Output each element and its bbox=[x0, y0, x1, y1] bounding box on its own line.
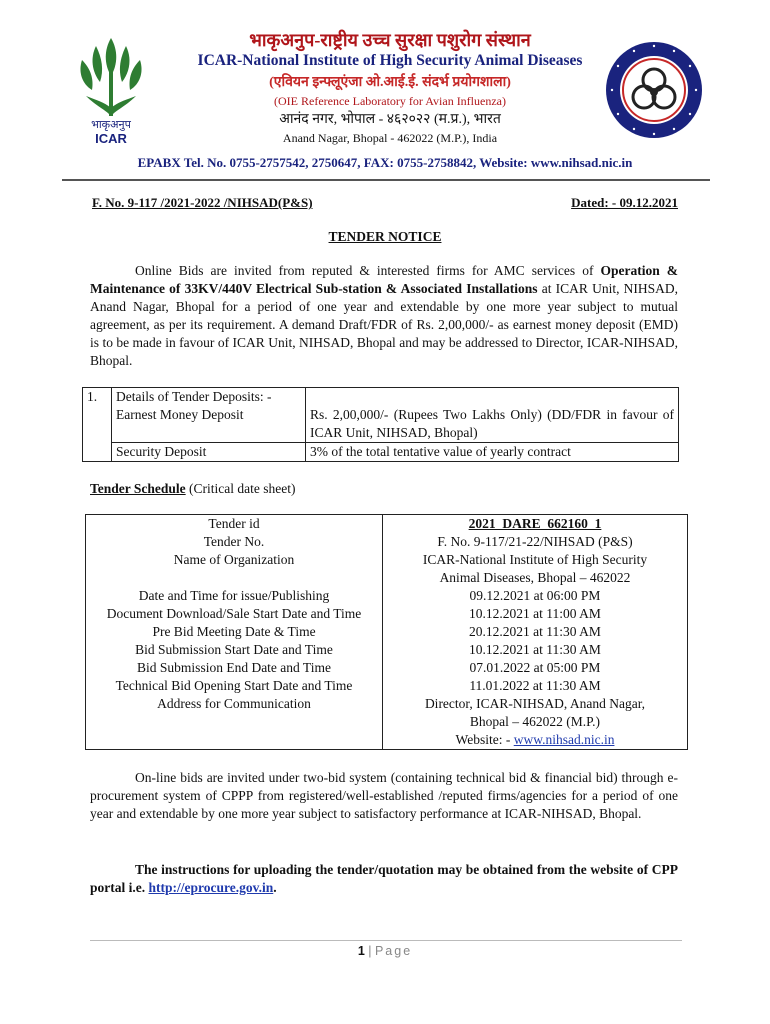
value-organization-2: Animal Diseases, Bhopal – 462022 bbox=[439, 570, 631, 585]
notice-title: TENDER NOTICE bbox=[328, 229, 442, 244]
security-deposit-label: Security Deposit bbox=[112, 443, 306, 462]
online-bids-paragraph: On-line bids are invited under two-bid system (containing technical bid & financial bid) through e-procurement system of CPPP from registered/well-established /reputed firms/agencies for a period of one year and extendable by one more year subject to satisfactory performance at ICAR-NIHSAD, Bhopal. bbox=[90, 770, 678, 821]
emd-label: Earnest Money Deposit bbox=[116, 407, 244, 422]
icar-logo-icon bbox=[66, 30, 156, 148]
value-website-line bbox=[386, 731, 684, 749]
instructions-text: The instructions for uploading the tender/quotation may be obtained from the website of CPP portal i.e. bbox=[90, 862, 678, 895]
deposit-heading-spacer bbox=[310, 388, 674, 406]
deposits-table bbox=[82, 387, 679, 462]
label-organization: Name of Organization bbox=[173, 552, 295, 567]
website-link[interactable]: www.nihsad.nic.in bbox=[513, 732, 615, 747]
deposit-number: 1. bbox=[83, 388, 112, 462]
page-word: Page bbox=[374, 944, 413, 958]
eprocure-link[interactable]: http://eprocure.gov.in bbox=[148, 880, 274, 895]
schedule-values-cell bbox=[383, 515, 688, 750]
label-issue-date: Date and Time for issue/Publishing bbox=[138, 588, 330, 603]
value-tender-id: 2021_DARE_662160_1 bbox=[468, 516, 602, 531]
schedule-heading bbox=[90, 481, 295, 497]
value-issue-date: 09.12.2021 at 06:00 PM bbox=[469, 588, 601, 603]
notice-date: Dated: - 09.12.2021 bbox=[571, 195, 678, 210]
schedule-labels-cell bbox=[86, 515, 383, 750]
label-address: Address for Communication bbox=[157, 696, 311, 711]
oie-hindi-subtitle: (एवियन इन्फ्लूएंजा ओ.आई.ई. संदर्भ प्रयोगशाला) bbox=[269, 75, 511, 90]
website-label: Website: - bbox=[455, 732, 514, 747]
address-hindi: आनंद नगर, भोपाल - ४६२०२२ (म.प्र.), भारत bbox=[279, 112, 501, 127]
footer-divider bbox=[90, 940, 682, 941]
value-prebid-meeting: 20.12.2021 at 11:30 AM bbox=[469, 624, 601, 639]
emd-value: Rs. 2,00,000/- (Rupees Two Lakhs Only) (DD/FDR in favour of ICAR Unit, NIHSAD, Bhopal) bbox=[310, 407, 674, 440]
table-row bbox=[86, 515, 688, 750]
value-submission-start: 10.12.2021 at 11:30 AM bbox=[469, 642, 601, 657]
oie-english-subtitle: (OIE Reference Laboratory for Avian Influenza) bbox=[274, 94, 506, 108]
page-number: 1 bbox=[357, 944, 365, 958]
table-row bbox=[83, 388, 679, 443]
header-divider bbox=[62, 179, 710, 181]
schedule-heading-bold: Tender Schedule bbox=[90, 481, 186, 496]
value-download-start: 10.12.2021 at 11:00 AM bbox=[469, 606, 601, 621]
label-tender-no: Tender No. bbox=[203, 534, 265, 549]
label-tender-id: Tender id bbox=[208, 516, 260, 531]
label-submission-end: Bid Submission End Date and Time bbox=[137, 660, 331, 675]
label-download-start: Document Download/Sale Start Date and Time bbox=[106, 606, 362, 621]
label-spacer bbox=[89, 569, 379, 587]
value-address-2: Bhopal – 462022 (M.P.) bbox=[469, 714, 601, 729]
logo-hindi-text: भाकृअनुप bbox=[91, 118, 131, 131]
value-address-1: Director, ICAR-NIHSAD, Anand Nagar, bbox=[424, 696, 646, 711]
instructions-end: . bbox=[273, 880, 277, 895]
file-number: F. No. 9-117 /2021-2022 /NIHSAD(P&S) bbox=[92, 195, 313, 210]
page-separator: | bbox=[364, 944, 375, 958]
institute-english-name: ICAR-National Institute of High Security Animal Diseases bbox=[197, 52, 583, 69]
deposit-heading: Details of Tender Deposits: - bbox=[116, 389, 272, 404]
label-submission-start: Bid Submission Start Date and Time bbox=[135, 642, 333, 657]
intro-text-bold: Operation & Maintenance of 33KV/440V Electrical Sub-station & Associated Installations bbox=[90, 263, 679, 296]
address-english: Anand Nagar, Bhopal - 462022 (M.P.), India bbox=[282, 131, 498, 145]
value-submission-end: 07.01.2022 at 05:00 PM bbox=[469, 660, 601, 675]
label-prebid-meeting: Pre Bid Meeting Date & Time bbox=[152, 624, 316, 639]
value-tender-no: F. No. 9-117/21-22/NIHSAD (P&S) bbox=[437, 534, 633, 549]
institute-hindi-name: भाकृअनुप-राष्ट्रीय उच्च सुरक्षा पशुरोग संस्थान bbox=[249, 30, 531, 50]
schedule-heading-rest: (Critical date sheet) bbox=[185, 481, 296, 496]
intro-text-a: Online Bids are invited from reputed & interested firms for AMC services of bbox=[135, 263, 601, 278]
intro-text-c: at ICAR Unit, NIHSAD, Anand Nagar, Bhopal for a period of one year and extendable by one more year subject to mutual agreement, as per its requirement. A demand Draft/FDR of Rs. 2,00,000/- as earnest money deposit (EMD) is to be made in favour of ICAR Unit, NIHSAD, Bhopal and may be addressed to Director, ICAR-NIHSAD, Bhopal. bbox=[90, 281, 679, 368]
label-technical-opening: Technical Bid Opening Start Date and Time bbox=[115, 678, 353, 693]
security-deposit-value: 3% of the total tentative value of yearly contract bbox=[306, 443, 679, 462]
logo-icar-text: ICAR bbox=[95, 131, 127, 146]
intro-paragraph bbox=[90, 262, 678, 370]
page-footer bbox=[0, 944, 770, 958]
table-row bbox=[83, 443, 679, 462]
value-organization-1: ICAR-National Institute of High Security bbox=[422, 552, 648, 567]
value-technical-opening: 11.01.2022 at 11:30 AM bbox=[469, 678, 601, 693]
contact-line: EPABX Tel. No. 0755-2757542, 2750647, FAX: 0755-2758842, Website: www.nihsad.nic.in bbox=[137, 155, 633, 170]
deposit-heading-cell bbox=[112, 388, 306, 443]
emd-value-cell bbox=[306, 388, 679, 443]
schedule-table bbox=[85, 514, 688, 750]
instructions-paragraph bbox=[90, 861, 678, 897]
